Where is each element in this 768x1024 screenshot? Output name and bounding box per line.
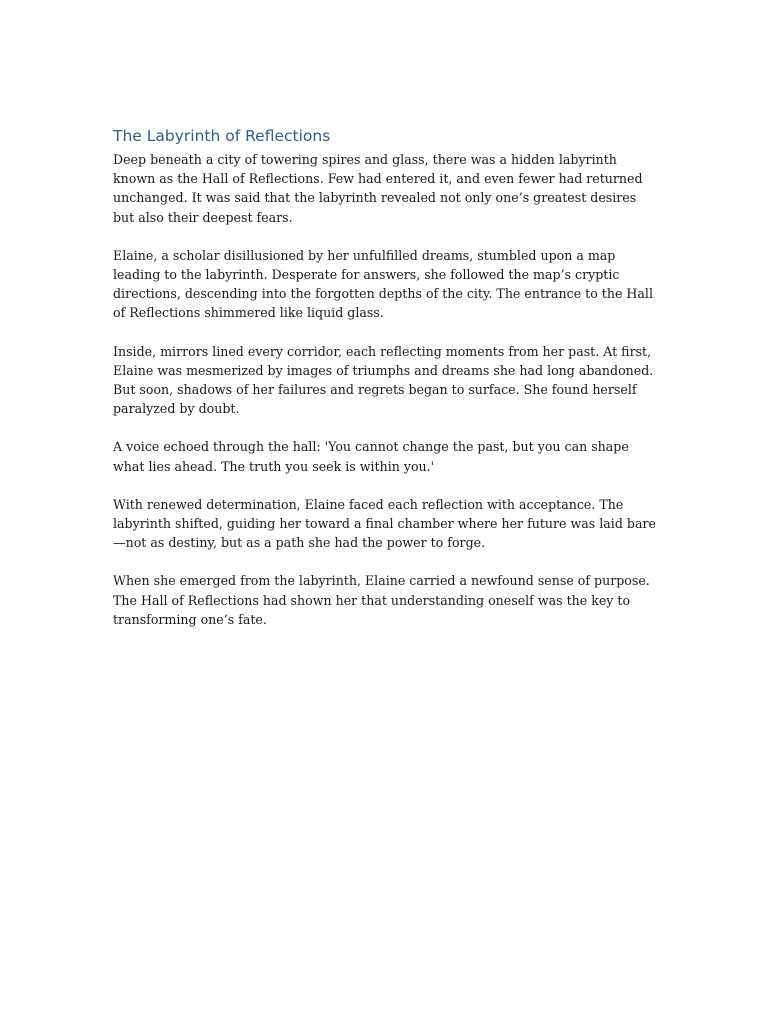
document-title: The Labyrinth of Reflections bbox=[113, 127, 331, 145]
paragraph-6: When she emerged from the labyrinth, Elaine carried a newfound sense of purpose. The Hall of Reflections had shown her that understanding oneself was the key to transforming one’s fate. bbox=[113, 573, 650, 627]
paragraph-4: A voice echoed through the hall: 'You cannot change the past, but you can shape what lies ahead. The truth you seek is within you.' bbox=[113, 439, 629, 474]
paragraph-1: Deep beneath a city of towering spires and glass, there was a hidden labyrinth known as the Hall of Reflections. Few had entered it, and even fewer had returned unchanged. It was said that the labyrinth revealed not only one’s greatest desires but also their deepest fears. bbox=[113, 152, 643, 225]
paragraph-3: Inside, mirrors lined every corridor, each reflecting moments from her past. At first, Elaine was mesmerized by images of triumphs and dreams she had long abandoned. But soon, shadows of her failures and regrets began to surface. She found herself paralyzed by doubt. bbox=[113, 343, 654, 417]
paragraph-2: Elaine, a scholar disillusioned by her unfulfilled dreams, stumbled upon a map leading to the labyrinth. Desperate for answers, she followed the map’s cryptic directions, descending into the forgotten depths of the city. The entrance to the Hall of Reflections shimmered like liquid glass. bbox=[113, 247, 653, 321]
document-body bbox=[113, 125, 658, 648]
paragraph-5: With renewed determination, Elaine faced each reflection with acceptance. The labyrinth shifted, guiding her toward a final chamber where her future was laid bare—not as destiny, but as a path she had the power to forge. bbox=[113, 496, 656, 551]
